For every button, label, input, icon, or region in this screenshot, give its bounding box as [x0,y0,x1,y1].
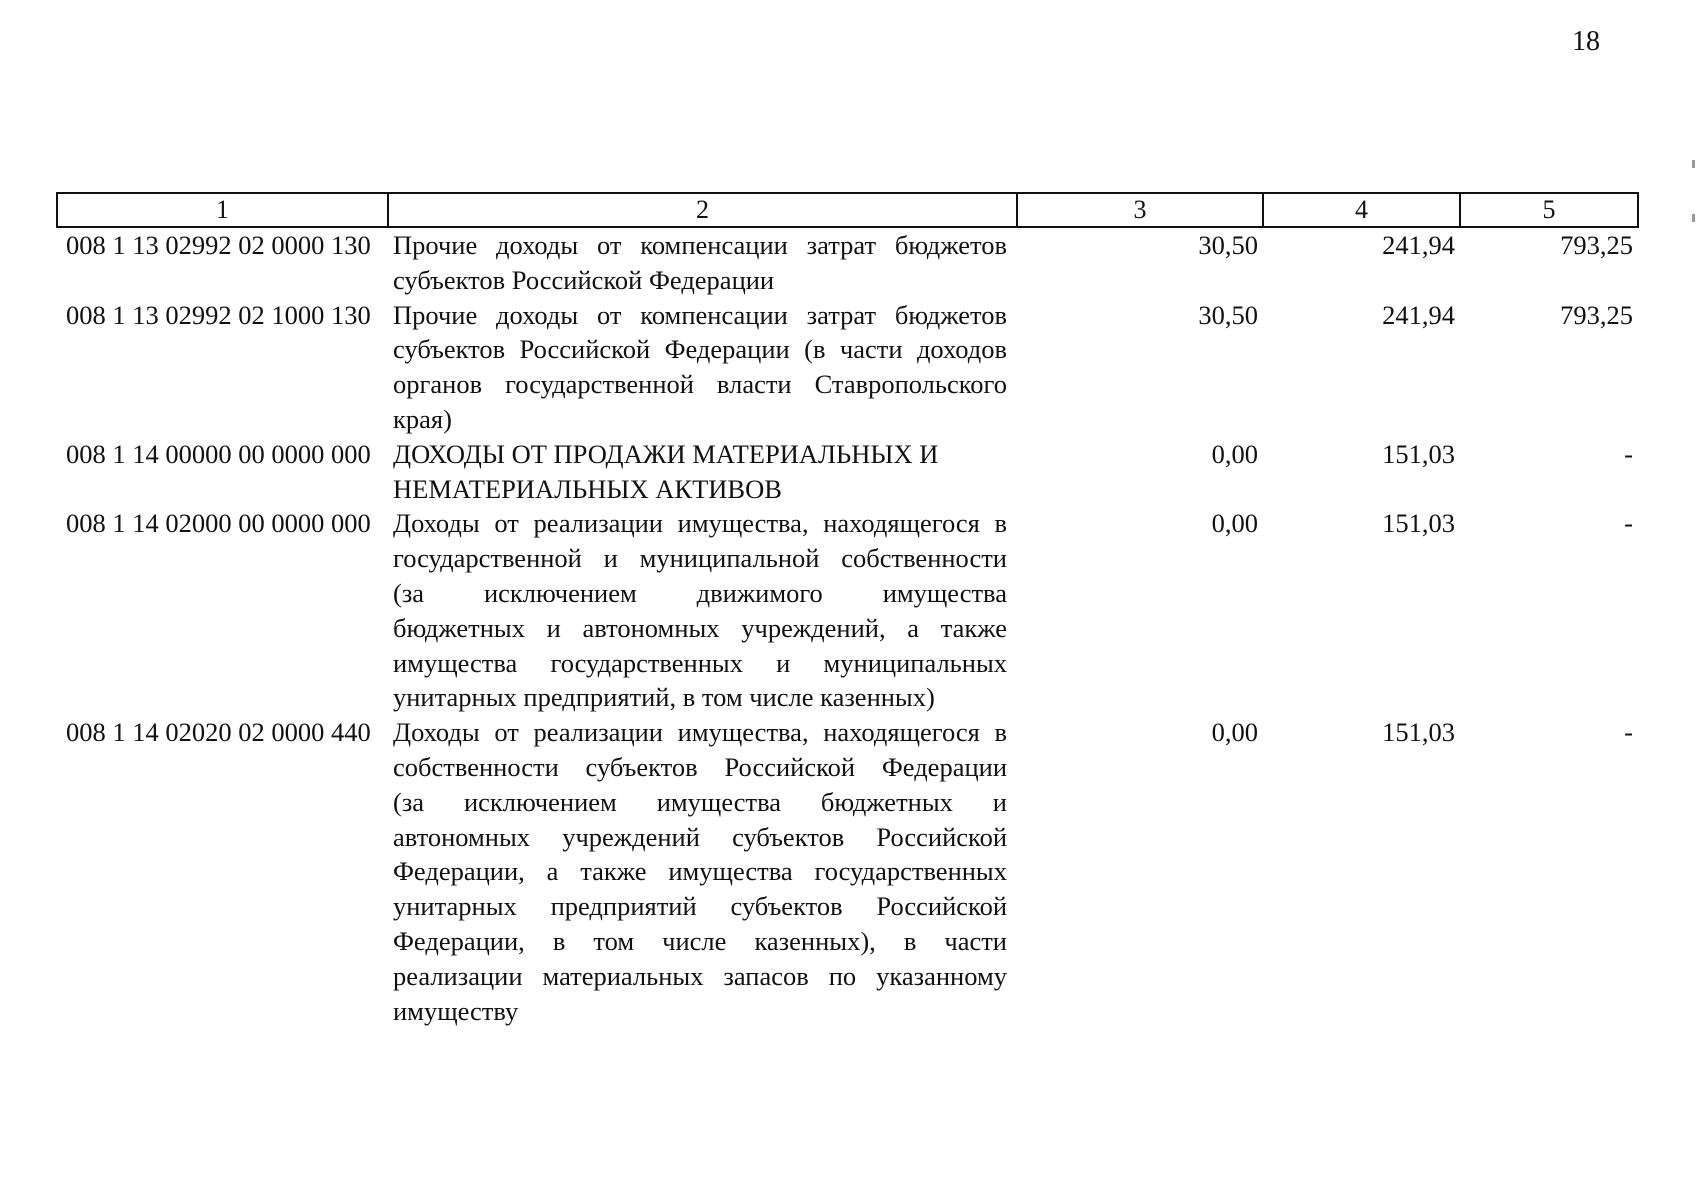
header-col-2: 2 [387,192,1018,228]
description-line: органов государственной власти Ставропольского [393,369,1007,400]
description-line: Доходы от реализации имущества, находящегося в [393,717,1007,748]
header-col-1: 1 [56,192,389,228]
budget-code: 008 1 13 02992 02 0000 130 [66,230,371,260]
amount-col-4: 151,03 [1382,438,1455,469]
budget-code: 008 1 14 02000 00 0000 000 [66,508,371,539]
description-line: государственной и муниципальной собственности [393,543,1007,574]
scan-artifact [1692,160,1695,168]
income-description [393,298,1007,437]
income-description [393,715,1007,1028]
description-line: Прочие доходы от компенсации затрат бюджетов [393,230,1007,260]
description-line: НЕМАТЕРИАЛЬНЫХ АКТИВОВ [393,473,782,504]
amount-col-4: 241,94 [1382,299,1455,330]
income-description [393,228,1007,298]
table-body [0,228,1696,1028]
description-line: Федерации, а также имущества государственных [393,856,1007,887]
description-line: имуществу [393,995,519,1026]
description-line: собственности субъектов Российской Федерации [393,751,1007,782]
header-col-3: 3 [1016,192,1264,228]
table-row [0,228,1696,298]
scan-artifact [1692,214,1695,222]
description-line: имущества государственных и муниципальных [393,647,1007,678]
amount-col-5: - [1624,508,1633,539]
description-line: Федерации, в том числе казенных), в части [393,925,1007,956]
amount-col-3: 0,00 [1211,508,1258,539]
description-line: субъектов Российской Федерации [393,264,775,295]
description-line: субъектов Российской Федерации (в части доходов [393,334,1007,365]
table-row [0,298,1696,437]
amount-col-4: 241,94 [1382,230,1455,260]
description-line: Прочие доходы от компенсации затрат бюджетов [393,299,1007,330]
budget-code: 008 1 14 00000 00 0000 000 [66,438,371,469]
description-line: края) [393,403,452,434]
amount-col-5: 793,25 [1560,299,1633,330]
income-description [393,506,1007,715]
description-line: унитарных предприятий субъектов Российской [393,891,1007,922]
amount-col-5: 793,25 [1560,230,1633,260]
header-col-5: 5 [1459,192,1639,228]
header-col-4: 4 [1262,192,1461,228]
amount-col-3: 30,50 [1198,230,1258,260]
budget-code: 008 1 13 02992 02 1000 130 [66,299,371,330]
amount-col-3: 30,50 [1198,299,1258,330]
amount-col-4: 151,03 [1382,717,1455,748]
description-line: ДОХОДЫ ОТ ПРОДАЖИ МАТЕРИАЛЬНЫХ И [393,438,939,469]
description-line: унитарных предприятий, в том числе казенных) [393,682,935,713]
description-line: Доходы от реализации имущества, находящегося в [393,508,1007,539]
description-line: автономных учреждений субъектов Российской [393,821,1007,852]
description-line: реализации материальных запасов по указанному [393,960,1007,991]
table-row [0,437,1696,507]
income-description [393,437,1007,507]
amount-col-3: 0,00 [1211,438,1258,469]
amount-col-3: 0,00 [1211,717,1258,748]
table-row [0,715,1696,1028]
description-line: (за исключением движимого имущества [393,577,1007,608]
description-line: (за исключением имущества бюджетных и [393,786,1007,817]
table-row [0,506,1696,715]
page-number: 18 [1572,26,1600,57]
amount-col-5: - [1624,438,1633,469]
table-header [56,192,1638,226]
amount-col-5: - [1624,717,1633,748]
amount-col-4: 151,03 [1382,508,1455,539]
budget-code: 008 1 14 02020 02 0000 440 [66,717,371,748]
description-line: бюджетных и автономных учреждений, а также [393,612,1007,643]
